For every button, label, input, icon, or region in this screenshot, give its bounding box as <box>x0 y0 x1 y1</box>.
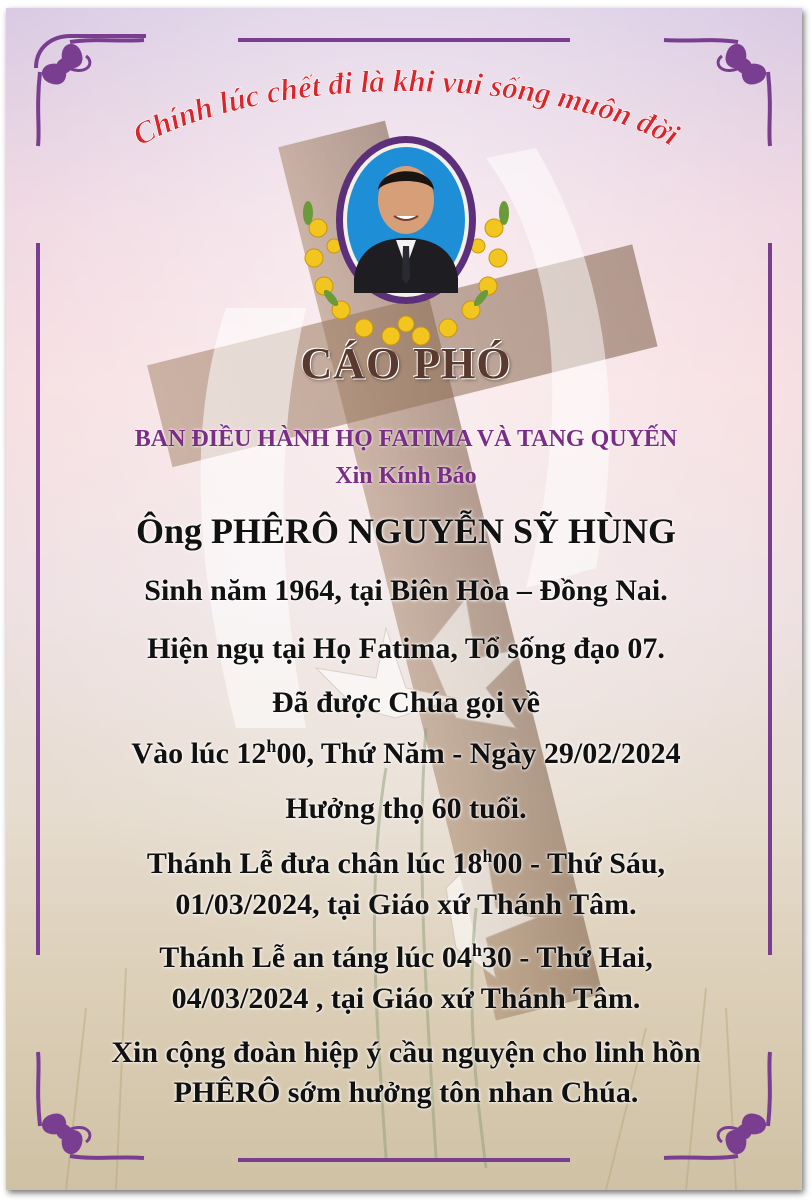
deceased-name: Ông PHÊRÔ NGUYỄN SỸ HÙNG <box>135 511 677 551</box>
residence-info: Hiện ngụ tại Họ Fatima, Tổ sống đạo 07. <box>147 632 665 665</box>
frame-line-bottom <box>238 1158 570 1162</box>
burial-mass-line-1: Thánh Lễ an táng lúc 04$^h$30 - Thứ Hai, <box>159 940 653 974</box>
farewell-mass-line-2: 01/03/2024, tại Giáo xứ Thánh Tâm. <box>175 888 637 921</box>
farewell-mass-line-1: Thánh Lễ đưa chân lúc 18$^h$00 - Thứ Sáu, <box>146 846 666 880</box>
page-title: CÁO PHÓ <box>300 339 512 388</box>
prayer-line-1: Xin cộng đoàn hiệp ý cầu nguyện cho linh hồn <box>111 1036 701 1069</box>
prayer-line-2: PHÊRÔ sớm hưởng tôn nhan Chúa. <box>173 1076 639 1109</box>
motto-text: Chính lúc chết đi là khi vui sống muôn đời <box>127 63 686 153</box>
time-of-death: Vào lúc 12$^h$00, Thứ Năm - Ngày 29/02/2024 <box>131 736 681 770</box>
burial-mass-line-2: 04/03/2024 , tại Giáo xứ Thánh Tâm. <box>171 982 641 1015</box>
birth-info: Sinh năm 1964, tại Biên Hòa – Đồng Nai. <box>144 574 668 607</box>
organization-line: BAN ĐIỀU HÀNH HỌ FATIMA VÀ TANG QUYẾN <box>134 426 678 452</box>
called-home-line: Đã được Chúa gọi về <box>272 686 540 719</box>
age-info: Hưởng thọ 60 tuổi. <box>285 792 527 825</box>
portrait-frame <box>296 128 516 350</box>
announcement-line: Xin Kính Báo <box>335 463 477 489</box>
